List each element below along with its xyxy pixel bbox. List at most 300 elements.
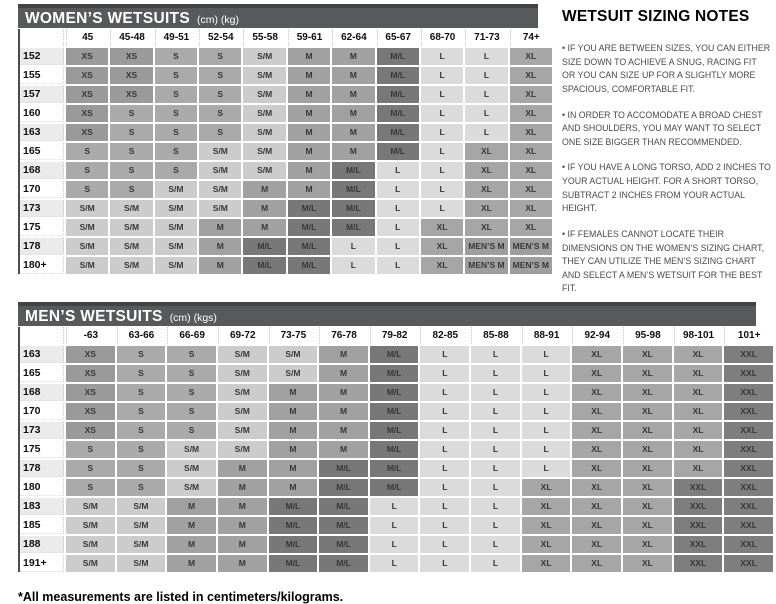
size-cell: M	[288, 181, 330, 198]
size-cell: XS	[66, 365, 115, 382]
size-cell: M	[288, 143, 330, 160]
size-cell: XL	[421, 238, 463, 255]
column-header: 85-88	[471, 327, 520, 344]
size-cell: M	[319, 422, 368, 439]
size-cell: XL	[623, 365, 672, 382]
size-cell: XL	[572, 536, 621, 553]
size-cell: XL	[510, 219, 552, 236]
column-header: 101+	[724, 327, 773, 344]
size-cell: XL	[572, 441, 621, 458]
size-cell: S/M	[66, 257, 108, 274]
size-cell: S	[167, 422, 216, 439]
mens-sizing-table	[18, 327, 773, 572]
note-bullet: • IF YOU HAVE A LONG TORSO, ADD 2 INCHES TO YOUR ACTUAL HEIGHT. FOR A SHORT TORSO, SUBTRACT 2 INCHES FROM YOUR ACTUAL HEIGHT.	[562, 162, 771, 214]
size-cell: M	[269, 422, 318, 439]
size-cell: XS	[66, 124, 108, 141]
size-cell: M/L	[288, 257, 330, 274]
size-cell: S/M	[167, 460, 216, 477]
row-header: 163	[20, 346, 64, 363]
size-cell: S/M	[155, 200, 197, 217]
size-cell: M/L	[319, 498, 368, 515]
size-cell: L	[421, 48, 463, 65]
size-cell: XL	[674, 365, 723, 382]
size-cell: S/M	[243, 162, 285, 179]
size-cell: XL	[510, 124, 552, 141]
size-cell: M	[319, 384, 368, 401]
size-cell: S	[66, 181, 108, 198]
size-cell: S	[155, 48, 197, 65]
corner-cell	[20, 29, 64, 46]
size-cell: M	[218, 517, 267, 534]
size-cell: XL	[623, 422, 672, 439]
size-cell: XL	[623, 441, 672, 458]
size-cell: M	[288, 86, 330, 103]
size-cell: S/M	[110, 200, 152, 217]
size-cell: S/M	[218, 384, 267, 401]
size-cell: L	[332, 257, 374, 274]
size-cell: MEN’S M	[510, 238, 552, 255]
size-cell: M/L	[288, 238, 330, 255]
size-cell: XXL	[674, 498, 723, 515]
size-cell: M/L	[288, 200, 330, 217]
size-cell: M	[319, 365, 368, 382]
size-cell: XL	[421, 219, 463, 236]
size-cell: S/M	[155, 181, 197, 198]
size-cell: L	[420, 422, 469, 439]
size-cell: M	[269, 403, 318, 420]
column-header: -63	[66, 327, 115, 344]
size-cell: L	[522, 403, 571, 420]
size-cell: L	[471, 403, 520, 420]
size-cell: L	[420, 441, 469, 458]
size-cell: XXL	[724, 403, 773, 420]
column-header: 98-101	[674, 327, 723, 344]
size-cell: M	[218, 536, 267, 553]
column-header: 52-54	[199, 29, 241, 46]
womens-table-title-bar	[18, 4, 538, 28]
size-cell: M	[288, 105, 330, 122]
mens-table-units: (cm) (kgs)	[169, 312, 217, 324]
size-cell: M	[269, 479, 318, 496]
womens-sizing-table	[18, 29, 552, 274]
size-cell: L	[421, 105, 463, 122]
size-cell: S/M	[155, 238, 197, 255]
size-cell: S	[110, 181, 152, 198]
size-cell: S/M	[199, 181, 241, 198]
size-cell: M	[199, 257, 241, 274]
column-header: 69-72	[218, 327, 267, 344]
size-cell: L	[370, 517, 419, 534]
size-cell: XL	[623, 536, 672, 553]
size-cell: S	[155, 124, 197, 141]
size-cell: M	[332, 143, 374, 160]
size-cell: S/M	[243, 48, 285, 65]
size-cell: L	[471, 536, 520, 553]
size-cell: XL	[465, 219, 507, 236]
size-cell: S	[117, 384, 166, 401]
size-cell: M	[167, 555, 216, 572]
size-cell: XXL	[674, 555, 723, 572]
size-cell: S/M	[243, 67, 285, 84]
size-cell: XL	[674, 460, 723, 477]
size-cell: XXL	[724, 384, 773, 401]
size-cell: L	[522, 441, 571, 458]
size-cell: L	[377, 200, 419, 217]
size-cell: S	[117, 479, 166, 496]
size-cell: M/L	[370, 365, 419, 382]
size-cell: L	[377, 181, 419, 198]
size-cell: S/M	[155, 219, 197, 236]
size-cell: S	[110, 143, 152, 160]
size-cell: L	[420, 555, 469, 572]
size-cell: S	[167, 403, 216, 420]
size-cell: XL	[674, 384, 723, 401]
size-cell: L	[471, 479, 520, 496]
size-cell: XL	[572, 422, 621, 439]
row-header: 168	[20, 162, 64, 179]
size-cell: L	[471, 555, 520, 572]
size-cell: S/M	[218, 403, 267, 420]
column-header: 45	[66, 29, 108, 46]
size-cell: S/M	[117, 536, 166, 553]
size-cell: M/L	[370, 479, 419, 496]
size-cell: S/M	[117, 498, 166, 515]
size-cell: XL	[572, 555, 621, 572]
size-cell: S/M	[243, 124, 285, 141]
size-cell: S	[66, 162, 108, 179]
size-cell: XL	[674, 441, 723, 458]
size-cell: S	[199, 86, 241, 103]
size-cell: XL	[421, 257, 463, 274]
size-cell: S	[110, 105, 152, 122]
note-bullet: • IN ORDER TO ACCOMODATE A BROAD CHEST AND SHOULDERS, YOU MAY WANT TO SELECT ONE SIZE BIGGER THAN RECOMMENDED.	[562, 109, 763, 147]
size-cell: XL	[572, 365, 621, 382]
size-cell: M	[332, 124, 374, 141]
size-cell: XL	[465, 181, 507, 198]
size-cell: L	[471, 422, 520, 439]
size-cell: L	[421, 124, 463, 141]
size-cell: M	[218, 460, 267, 477]
size-cell: S/M	[110, 238, 152, 255]
size-cell: XL	[510, 143, 552, 160]
row-header: 163	[20, 124, 64, 141]
row-header: 180	[20, 479, 64, 496]
size-cell: M	[167, 536, 216, 553]
size-cell: L	[522, 460, 571, 477]
column-header: 79-82	[370, 327, 419, 344]
size-cell: L	[377, 219, 419, 236]
size-cell: S	[155, 67, 197, 84]
size-cell: XL	[510, 200, 552, 217]
size-cell: L	[465, 86, 507, 103]
row-header: 173	[20, 200, 64, 217]
size-cell: XS	[66, 48, 108, 65]
row-header: 152	[20, 48, 64, 65]
corner-cell	[20, 327, 64, 344]
size-cell: XS	[110, 67, 152, 84]
row-header: 178	[20, 460, 64, 477]
size-cell: M	[218, 498, 267, 515]
row-header: 175	[20, 441, 64, 458]
size-cell: S/M	[110, 219, 152, 236]
size-cell: S	[167, 384, 216, 401]
size-cell: S	[199, 67, 241, 84]
size-cell: XXL	[724, 365, 773, 382]
size-cell: XL	[674, 403, 723, 420]
womens-table-title: WOMEN’S WETSUITS	[25, 10, 190, 27]
size-cell: XL	[623, 517, 672, 534]
size-cell: S/M	[218, 422, 267, 439]
size-cell: S/M	[167, 441, 216, 458]
size-cell: XL	[510, 181, 552, 198]
size-cell: XL	[674, 422, 723, 439]
size-cell: S/M	[66, 517, 115, 534]
size-cell: XL	[572, 384, 621, 401]
column-header: 49-51	[155, 29, 197, 46]
column-header: 68-70	[421, 29, 463, 46]
size-cell: M	[218, 479, 267, 496]
size-cell: XL	[465, 200, 507, 217]
size-cell: XL	[623, 403, 672, 420]
size-cell: XL	[674, 346, 723, 363]
size-cell: M	[288, 124, 330, 141]
row-header: 178	[20, 238, 64, 255]
size-cell: XL	[572, 346, 621, 363]
size-cell: MEN’S M	[465, 257, 507, 274]
size-cell: M/L	[370, 460, 419, 477]
size-cell: L	[421, 86, 463, 103]
row-header: 191+	[20, 555, 64, 572]
size-cell: S/M	[199, 162, 241, 179]
size-cell: L	[465, 105, 507, 122]
size-cell: L	[420, 384, 469, 401]
size-cell: XXL	[724, 498, 773, 515]
size-cell: M/L	[288, 219, 330, 236]
size-cell: M/L	[377, 105, 419, 122]
size-cell: M	[243, 200, 285, 217]
size-cell: M/L	[269, 517, 318, 534]
size-cell: XS	[66, 422, 115, 439]
size-cell: S/M	[167, 479, 216, 496]
size-cell: XXL	[724, 555, 773, 572]
size-cell: S/M	[117, 517, 166, 534]
size-cell: XL	[623, 479, 672, 496]
size-cell: XXL	[724, 346, 773, 363]
size-cell: S	[155, 143, 197, 160]
size-cell: M/L	[370, 422, 419, 439]
size-cell: S	[167, 365, 216, 382]
size-cell: L	[370, 555, 419, 572]
row-header: 157	[20, 86, 64, 103]
womens-table-units: (cm) (kg)	[196, 14, 239, 26]
size-cell: M/L	[319, 460, 368, 477]
size-cell: L	[522, 346, 571, 363]
size-cell: S/M	[269, 365, 318, 382]
row-header: 170	[20, 403, 64, 420]
size-cell: M/L	[319, 555, 368, 572]
column-header: 62-64	[332, 29, 374, 46]
size-cell: XS	[66, 346, 115, 363]
row-header: 188	[20, 536, 64, 553]
note-bullet: • IF YOU ARE BETWEEN SIZES, YOU CAN EITHER SIZE DOWN TO ACHIEVE A SNUG, RACING FIT OR YOU CAN SIZE UP FOR A SLIGHTLY MORE SPACIOUS, COMFORTABLE FIT.	[562, 43, 771, 94]
size-cell: L	[420, 498, 469, 515]
size-cell: S/M	[243, 105, 285, 122]
size-cell: XXL	[674, 517, 723, 534]
mens-table-title: MEN’S WETSUITS	[25, 308, 163, 325]
size-cell: M/L	[370, 403, 419, 420]
size-cell: S/M	[117, 555, 166, 572]
size-cell: M	[167, 517, 216, 534]
note-bullet: • IF FEMALES CANNOT LOCATE THEIR DIMENSIONS ON THE WOMEN’S SIZING CHART, THEY CAN UTILIZE THE MEN’S SIZING CHART AND SELECT A MEN’S WETSUIT FOR THE BEST FIT.	[562, 228, 765, 294]
size-cell: M/L	[243, 238, 285, 255]
size-cell: XL	[522, 479, 571, 496]
size-cell: L	[421, 200, 463, 217]
row-header: 160	[20, 105, 64, 122]
size-cell: XXL	[724, 517, 773, 534]
size-cell: M/L	[377, 86, 419, 103]
size-cell: XL	[510, 86, 552, 103]
size-cell: XL	[522, 555, 571, 572]
size-cell: L	[420, 403, 469, 420]
size-cell: S	[117, 403, 166, 420]
size-cell: S/M	[218, 346, 267, 363]
size-cell: L	[421, 143, 463, 160]
size-cell: M/L	[332, 162, 374, 179]
size-cell: S/M	[66, 238, 108, 255]
size-cell: S/M	[66, 536, 115, 553]
size-cell: S	[155, 105, 197, 122]
size-cell: S	[110, 162, 152, 179]
size-cell: XS	[66, 403, 115, 420]
size-cell: M	[319, 441, 368, 458]
column-header: 76-78	[319, 327, 368, 344]
row-header: 180+	[20, 257, 64, 274]
size-cell: S/M	[243, 143, 285, 160]
size-cell: S	[199, 105, 241, 122]
row-header: 175	[20, 219, 64, 236]
size-cell: XL	[522, 498, 571, 515]
size-cell: M/L	[377, 124, 419, 141]
size-cell: L	[465, 48, 507, 65]
size-cell: L	[465, 67, 507, 84]
size-cell: M	[269, 441, 318, 458]
size-cell: XL	[572, 460, 621, 477]
size-cell: M/L	[332, 200, 374, 217]
size-cell: XXL	[724, 536, 773, 553]
size-cell: S	[117, 365, 166, 382]
size-cell: XS	[66, 67, 108, 84]
size-cell: M/L	[377, 67, 419, 84]
size-cell: M	[319, 346, 368, 363]
size-cell: XL	[623, 555, 672, 572]
size-cell: M/L	[370, 346, 419, 363]
size-cell: M	[167, 498, 216, 515]
size-cell: XL	[572, 517, 621, 534]
size-cell: L	[471, 365, 520, 382]
size-cell: M	[288, 67, 330, 84]
column-header: 82-85	[420, 327, 469, 344]
size-cell: XS	[66, 384, 115, 401]
size-cell: S	[117, 460, 166, 477]
column-header: 95-98	[623, 327, 672, 344]
size-cell: L	[377, 162, 419, 179]
size-cell: M/L	[269, 536, 318, 553]
size-cell: S/M	[155, 257, 197, 274]
size-cell: L	[420, 346, 469, 363]
size-cell: M	[199, 219, 241, 236]
size-cell: S/M	[66, 219, 108, 236]
size-cell: XXL	[674, 536, 723, 553]
row-header: 168	[20, 384, 64, 401]
size-cell: XXL	[724, 441, 773, 458]
size-cell: S/M	[66, 555, 115, 572]
row-header: 165	[20, 143, 64, 160]
size-cell: S/M	[243, 86, 285, 103]
size-cell: L	[421, 67, 463, 84]
mens-wetsuits-section	[18, 302, 773, 572]
row-header: 170	[20, 181, 64, 198]
size-cell: L	[421, 162, 463, 179]
size-cell: XL	[572, 479, 621, 496]
column-header: 55-58	[243, 29, 285, 46]
column-header: 66-69	[167, 327, 216, 344]
size-cell: L	[471, 460, 520, 477]
size-cell: M/L	[370, 441, 419, 458]
measurements-footnote: *All measurements are listed in centimeters/kilograms.	[18, 589, 344, 604]
size-cell: L	[471, 384, 520, 401]
size-cell: M/L	[269, 498, 318, 515]
row-header: 155	[20, 67, 64, 84]
size-cell: S	[167, 346, 216, 363]
size-cell: XL	[465, 162, 507, 179]
size-cell: XS	[110, 48, 152, 65]
size-cell: L	[420, 536, 469, 553]
size-cell: S	[66, 479, 115, 496]
size-cell: L	[370, 498, 419, 515]
size-cell: XL	[510, 67, 552, 84]
size-cell: S	[110, 124, 152, 141]
size-cell: M/L	[269, 555, 318, 572]
size-cell: L	[377, 238, 419, 255]
size-cell: L	[420, 365, 469, 382]
size-cell: XL	[510, 105, 552, 122]
row-header: 183	[20, 498, 64, 515]
size-cell: L	[522, 384, 571, 401]
size-cell: M/L	[377, 48, 419, 65]
size-cell: L	[522, 365, 571, 382]
size-cell: L	[471, 498, 520, 515]
size-cell: S/M	[110, 257, 152, 274]
size-cell: S/M	[66, 200, 108, 217]
size-cell: M/L	[332, 181, 374, 198]
size-cell: S	[66, 441, 115, 458]
size-cell: M	[218, 555, 267, 572]
size-cell: XL	[623, 384, 672, 401]
row-header: 185	[20, 517, 64, 534]
size-cell: L	[471, 517, 520, 534]
size-cell: S	[66, 460, 115, 477]
size-cell: L	[421, 181, 463, 198]
size-cell: L	[370, 536, 419, 553]
size-cell: M/L	[243, 257, 285, 274]
size-cell: XXL	[674, 479, 723, 496]
size-cell: M	[332, 48, 374, 65]
size-cell: XXL	[724, 460, 773, 477]
column-header: 74+	[510, 29, 552, 46]
notes-title: WETSUIT SIZING NOTES	[562, 8, 750, 25]
column-header: 59-61	[288, 29, 330, 46]
size-cell: XL	[623, 460, 672, 477]
